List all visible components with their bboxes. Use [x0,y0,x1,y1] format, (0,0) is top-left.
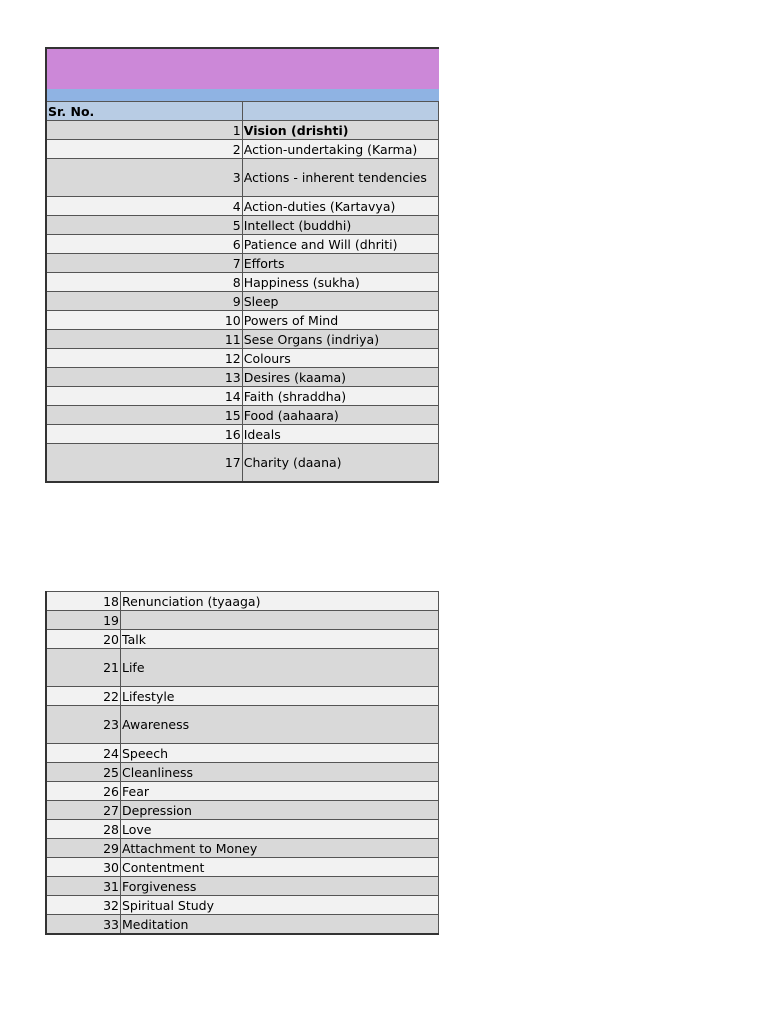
header-stripe [46,89,439,102]
table-row [46,839,439,858]
row-label: Charity (daana) [242,444,438,483]
table-row [46,630,439,649]
row-number: 19 [46,611,121,630]
row-number: 30 [46,858,121,877]
row-label: Ideals [242,425,438,444]
row-label: Fear [121,782,439,801]
table-row [46,706,439,744]
row-number: 15 [46,406,242,425]
row-label: Intellect (buddhi) [242,216,438,235]
row-number: 27 [46,801,121,820]
table-row [46,235,439,254]
row-label: Patience and Will (dhriti) [242,235,438,254]
row-label: Speech [121,744,439,763]
table-row [46,820,439,839]
table-row [46,782,439,801]
row-label: Cleanliness [121,763,439,782]
row-label: Renunciation (tyaaga) [121,592,439,611]
table-row [46,858,439,877]
row-number: 20 [46,630,121,649]
row-label: Awareness [121,706,439,744]
row-label: Vision (drishti) [242,121,438,140]
table-row [46,311,439,330]
row-number: 2 [46,140,242,159]
row-label: Contentment [121,858,439,877]
row-number: 32 [46,896,121,915]
topic-header [242,102,438,121]
row-label: Life [121,649,439,687]
row-label: Colours [242,349,438,368]
row-number: 18 [46,592,121,611]
row-number: 5 [46,216,242,235]
column-header-row [46,102,439,121]
table-row [46,763,439,782]
row-label: Action-duties (Kartavya) [242,197,438,216]
row-number: 12 [46,349,242,368]
table-row [46,425,439,444]
row-number: 23 [46,706,121,744]
table-row [46,444,439,483]
row-label: Actions - inherent tendencies [242,159,438,197]
topics-table-1 [45,47,439,483]
row-number: 1 [46,121,242,140]
topics-table-2 [45,591,439,935]
row-label: Action-undertaking (Karma) [242,140,438,159]
row-label: Efforts [242,254,438,273]
table-row [46,649,439,687]
table-row [46,368,439,387]
table-row [46,611,439,630]
sr-no-header: Sr. No. [46,102,242,121]
row-label: Spiritual Study [121,896,439,915]
row-label: Food (aahaara) [242,406,438,425]
row-number: 6 [46,235,242,254]
table-row [46,330,439,349]
row-number: 29 [46,839,121,858]
table-row [46,159,439,197]
stripe-cell [46,89,439,102]
row-label: Sleep [242,292,438,311]
row-number: 25 [46,763,121,782]
title-banner [46,48,439,89]
row-label: Attachment to Money [121,839,439,858]
row-number: 11 [46,330,242,349]
table-row [46,349,439,368]
row-label [121,611,439,630]
row-label: Faith (shraddha) [242,387,438,406]
row-number: 3 [46,159,242,197]
table-row [46,592,439,611]
row-number: 31 [46,877,121,896]
row-label: Happiness (sukha) [242,273,438,292]
row-label: Sese Organs (indriya) [242,330,438,349]
row-number: 16 [46,425,242,444]
row-number: 17 [46,444,242,483]
table-row [46,687,439,706]
table-row [46,801,439,820]
table-row [46,197,439,216]
row-number: 33 [46,915,121,935]
row-label: Love [121,820,439,839]
row-number: 21 [46,649,121,687]
row-number: 9 [46,292,242,311]
table-row [46,273,439,292]
table-row [46,216,439,235]
row-number: 24 [46,744,121,763]
row-number: 28 [46,820,121,839]
table-row [46,140,439,159]
row-number: 7 [46,254,242,273]
table-row [46,896,439,915]
banner-cell [46,48,439,89]
row-number: 26 [46,782,121,801]
row-label: Talk [121,630,439,649]
row-number: 4 [46,197,242,216]
row-number: 14 [46,387,242,406]
table-row [46,877,439,896]
table-row [46,406,439,425]
table-row [46,387,439,406]
table-row [46,254,439,273]
table-row [46,292,439,311]
row-label: Meditation [121,915,439,935]
row-number: 22 [46,687,121,706]
table-row [46,121,439,140]
row-label: Desires (kaama) [242,368,438,387]
row-number: 10 [46,311,242,330]
row-label: Depression [121,801,439,820]
row-label: Forgiveness [121,877,439,896]
table-row [46,744,439,763]
row-number: 13 [46,368,242,387]
row-label: Lifestyle [121,687,439,706]
row-number: 8 [46,273,242,292]
table-row [46,915,439,935]
row-label: Powers of Mind [242,311,438,330]
